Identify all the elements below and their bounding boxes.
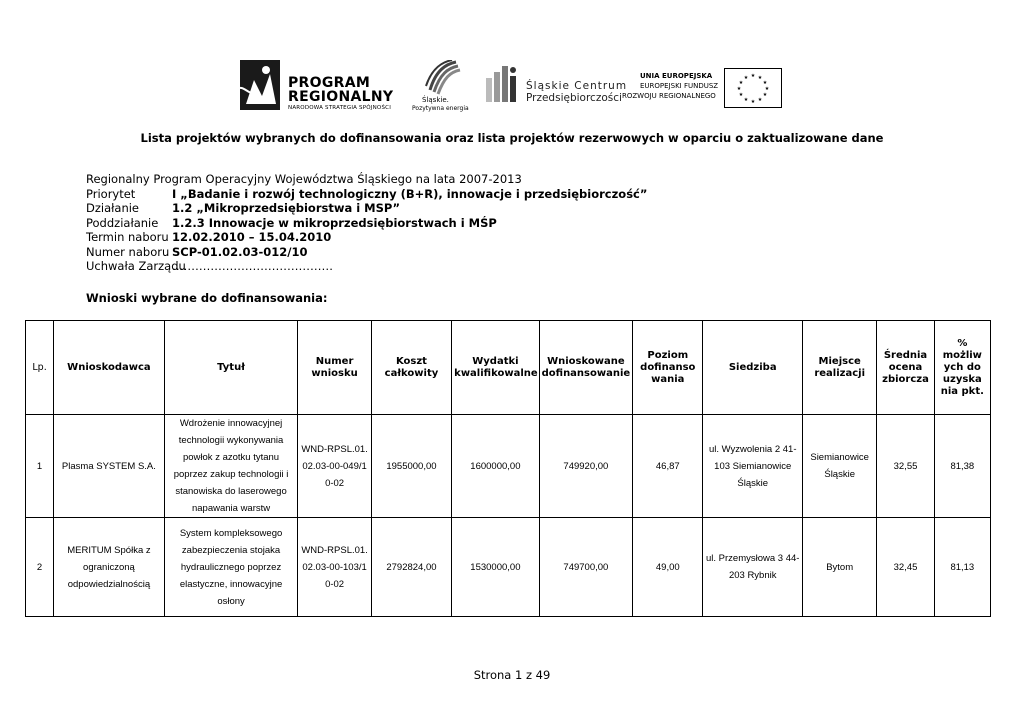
table-row xyxy=(26,518,991,617)
svg-text:★: ★ xyxy=(743,97,749,103)
termin-label: Termin naboru xyxy=(86,230,169,244)
svg-text:★: ★ xyxy=(743,75,749,81)
program-regionalny-logo xyxy=(236,60,404,116)
eu-logo-line3: ROZWOJU REGIONALNEGO xyxy=(622,92,716,100)
document-title: Lista projektów wybranych do dofinansowania oraz lista projektów rezerwowych w oparciu o zaktualizowane dane xyxy=(140,131,884,145)
slaskie-centrum-logo xyxy=(486,64,628,108)
cell-wnioskowane: 749920,00 xyxy=(539,415,632,518)
uchwala-label: Uchwała Zarządu xyxy=(86,259,186,273)
svg-text:★: ★ xyxy=(762,92,768,98)
program-regionalny-emblem-icon xyxy=(236,60,282,112)
poddzialanie-label: Poddziałanie xyxy=(86,215,159,230)
header-poziom: Poziom dofinanso wania xyxy=(633,321,703,415)
page-number: Strona 1 z 49 xyxy=(473,668,551,682)
svg-text:★: ★ xyxy=(738,80,744,86)
cell-wnioskodawca: MERITUM Spółka z ograniczoną odpowiedzialnością xyxy=(54,518,165,617)
cell-koszt: 1955000,00 xyxy=(371,415,451,518)
slaskie-centrum-line1: Śląskie Centrum xyxy=(526,80,628,92)
cell-wnioskowane: 749700,00 xyxy=(539,518,632,617)
svg-text:★: ★ xyxy=(762,80,768,86)
header-lp: Lp. xyxy=(26,321,54,415)
section-title: Wnioski wybrane do dofinansowania: xyxy=(86,291,328,305)
meta-row-numer xyxy=(86,245,647,260)
eu-logo xyxy=(620,68,786,112)
header-tytul: Tytuł xyxy=(164,321,298,415)
projects-table xyxy=(25,320,991,617)
header-wnioskodawca: Wnioskodawca xyxy=(54,321,165,415)
svg-text:★: ★ xyxy=(757,75,763,81)
header-logos xyxy=(0,58,1024,118)
uchwala-value: …………………………………… xyxy=(172,259,333,273)
svg-text:★: ★ xyxy=(757,97,763,103)
meta-row-dzialanie xyxy=(86,201,647,216)
meta-row-poddzialanie xyxy=(86,216,647,231)
header-wnioskowane: Wnioskowane dofinansowanie xyxy=(539,321,632,415)
svg-text:★: ★ xyxy=(750,99,756,105)
cell-numer: WND-RPSL.01.02.03-00-049/10-02 xyxy=(298,415,371,518)
cell-koszt: 2792824,00 xyxy=(371,518,451,617)
slaskie-centrum-emblem-icon xyxy=(486,64,522,104)
program-logo-line1: PROGRAM xyxy=(288,75,371,91)
meta-row-termin xyxy=(86,230,647,245)
meta-row-priorytet xyxy=(86,187,647,202)
cell-procent: 81,38 xyxy=(934,415,990,518)
eu-logo-line1: UNIA EUROPEJSKA xyxy=(640,72,713,80)
eu-flag-icon xyxy=(724,68,782,108)
cell-lp: 1 xyxy=(26,415,54,518)
cell-siedziba: ul. Przemysłowa 3 44-203 Rybnik xyxy=(703,518,803,617)
table-header-row xyxy=(26,321,991,415)
cell-procent: 81,13 xyxy=(934,518,990,617)
priorytet-value: I „Badanie i rozwój technologiczny (B+R), innowacje i przedsiębiorczość” xyxy=(172,186,648,201)
dzialanie-label: Działanie xyxy=(86,201,140,215)
cell-poziom: 46,87 xyxy=(633,415,703,518)
svg-text:★: ★ xyxy=(738,92,744,98)
eu-logo-line2: EUROPEJSKI FUNDUSZ xyxy=(640,82,719,90)
cell-tytul: System kompleksowego zabezpieczenia stojaka hydraulicznego poprzez elastyczne, innowacyjne osłony xyxy=(164,518,298,617)
header-srednia: Średnia ocena zbiorcza xyxy=(877,321,934,415)
svg-text:★: ★ xyxy=(736,86,742,92)
poddzialanie-value: 1.2.3 Innowacje w mikroprzedsiębiorstwach i MŚP xyxy=(172,215,497,230)
cell-siedziba: ul. Wyzwolenia 2 41-103 Siemianowice Śląskie xyxy=(703,415,803,518)
cell-miejsce: Bytom xyxy=(802,518,876,617)
meta-row-uchwala xyxy=(86,259,647,274)
header-procent: % możliw ych do uzyska nia pkt. xyxy=(934,321,990,415)
numer-naboru-label: Numer naboru xyxy=(86,244,170,259)
cell-srednia: 32,55 xyxy=(877,415,934,518)
slaskie-centrum-line2: Przedsiębiorczości xyxy=(526,92,622,104)
cell-lp: 2 xyxy=(26,518,54,617)
header-wydatki: Wydatki kwalifikowalne xyxy=(452,321,539,415)
header-miejsce: Miejsce realizacji xyxy=(802,321,876,415)
cell-srednia: 32,45 xyxy=(877,518,934,617)
dzialanie-value: 1.2 „Mikroprzedsiębiorstwa i MSP” xyxy=(172,201,401,215)
slaskie-logo xyxy=(412,60,472,116)
cell-wnioskodawca: Plasma SYSTEM S.A. xyxy=(54,415,165,518)
slaskie-emblem-icon xyxy=(422,60,462,96)
cell-poziom: 49,00 xyxy=(633,518,703,617)
cell-wydatki: 1600000,00 xyxy=(452,415,539,518)
program-intro: Regionalny Program Operacyjny Województwa Śląskiego na lata 2007-2013 xyxy=(86,172,522,186)
priorytet-label: Priorytet xyxy=(86,186,136,201)
termin-value: 12.02.2010 – 15.04.2010 xyxy=(172,230,332,244)
header-koszt: Koszt całkowity xyxy=(371,321,451,415)
numer-naboru-value: SCP-01.02.03-012/10 xyxy=(172,244,308,259)
slaskie-logo-slogan: Pozytywna energia xyxy=(412,105,469,112)
program-logo-line2: REGIONALNY xyxy=(288,89,394,105)
program-metadata xyxy=(86,172,647,274)
header-numer: Numer wniosku xyxy=(298,321,371,415)
cell-miejsce: Siemianowice Śląskie xyxy=(802,415,876,518)
header-siedziba: Siedziba xyxy=(703,321,803,415)
svg-text:★: ★ xyxy=(764,86,770,92)
slaskie-logo-name: Śląskie. xyxy=(422,96,449,104)
svg-text:★: ★ xyxy=(750,73,756,79)
cell-tytul: Wdrożenie innowacyjnej technologii wykonywania powłok z azotku tytanu poprzez zakup technologii i stanowiska do laserowego napawania warstw xyxy=(164,415,298,518)
cell-wydatki: 1530000,00 xyxy=(452,518,539,617)
cell-numer: WND-RPSL.01.02.03-00-103/10-02 xyxy=(298,518,371,617)
program-logo-line3: NARODOWA STRATEGIA SPÓJNOŚCI xyxy=(288,105,392,111)
table-row xyxy=(26,415,991,518)
